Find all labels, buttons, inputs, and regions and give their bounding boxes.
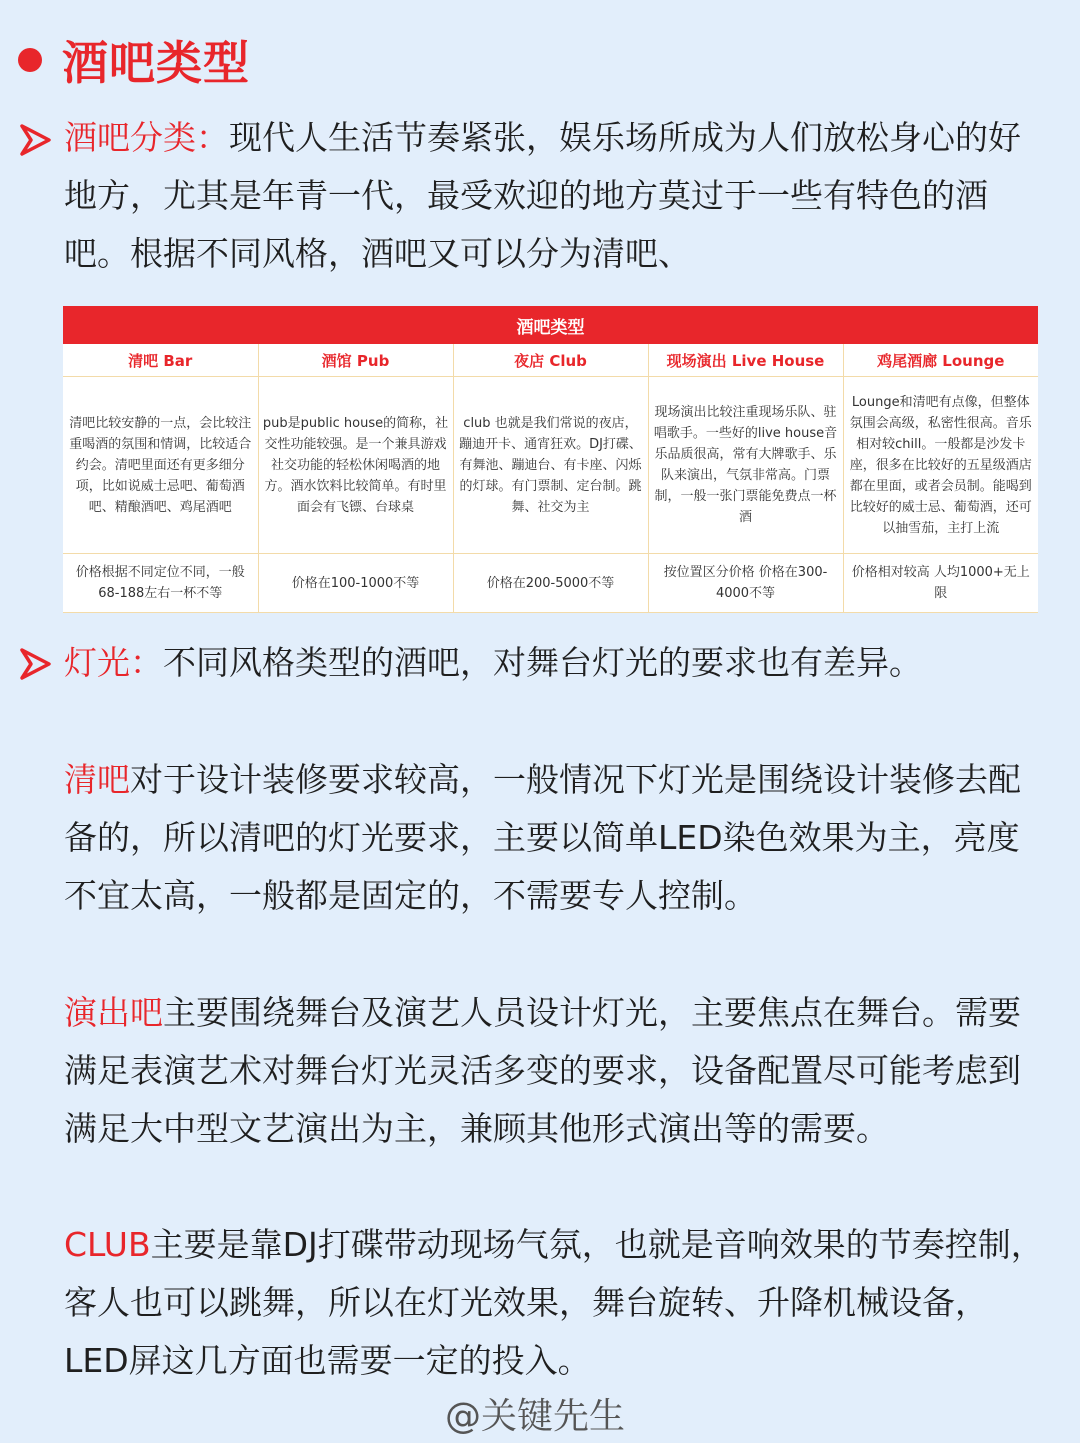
table-cell: pub是public house的简称，社交性功能较强。是一个兼具游戏社交功能的轻松休闲喝酒的地方。酒水饮料比较简单。有时里面会有飞镖、台球桌 xyxy=(258,377,453,554)
section-text: 不同风格类型的酒吧，对舞台灯光的要求也有差异。 xyxy=(163,643,922,682)
section-label: 酒吧分类： xyxy=(64,118,229,157)
paragraph-text: 主要是靠DJ打碟带动现场气氛，也就是音响效果的节奏控制，客人也可以跳舞，所以在灯光效果，舞台旋转、升降机械设备，LED屏这几方面也需要一定的投入。 xyxy=(64,1225,1044,1380)
table-cell: 按位置区分价格 价格在300-4000不等 xyxy=(648,554,843,613)
column-header: 鸡尾酒廊 Lounge xyxy=(843,344,1038,377)
paragraph-text: 主要围绕舞台及演艺人员设计灯光，主要焦点在舞台。需要满足表演艺术对舞台灯光灵活多变的要求，设备配置尽可能考虑到满足大中型文艺演出为主，兼顾其他形式演出等的需要。 xyxy=(64,993,1021,1148)
table-cell: club 也就是我们常说的夜店，蹦迪开卡、通宵狂欢。DJ打碟、有舞池、蹦迪台、有卡座、闪烁的灯球。有门票制、定台制。跳舞、社交为主 xyxy=(453,377,648,554)
table-cell: 价格在200-5000不等 xyxy=(453,554,648,613)
paragraph-yanchu xyxy=(64,984,1044,1158)
column-header: 夜店 Club xyxy=(453,344,648,377)
paragraph-label: 清吧 xyxy=(64,760,130,799)
column-header: 清吧 Bar xyxy=(63,344,258,377)
table-cell: 清吧比较安静的一点，会比较注重喝酒的氛围和情调，比较适合约会。清吧里面还有更多细分项，比如说威士忌吧、葡萄酒吧、精酿酒吧、鸡尾酒吧 xyxy=(63,377,258,554)
table-cell: 价格相对较高 人均1000+无上限 xyxy=(843,554,1038,613)
watermark: @关键先生 xyxy=(445,1396,626,1437)
arrow-right-icon xyxy=(18,123,52,157)
paragraph-label: 演出吧 xyxy=(64,993,163,1032)
paragraph-club xyxy=(64,1216,1044,1390)
arrow-right-icon xyxy=(18,647,52,681)
bar-types-table xyxy=(63,306,1038,612)
table-cell: Lounge和清吧有点像，但整体氛围会高级，私密性很高。音乐相对较chill。一般都是沙发卡座，很多在比较好的五星级酒店都在里面，或者会员制。能喝到比较好的威士忌、葡萄酒，还可以抽雪茄，主打上流 xyxy=(843,377,1038,554)
page-title: 酒吧类型 xyxy=(62,36,250,90)
column-header: 酒馆 Pub xyxy=(258,344,453,377)
section-classification xyxy=(64,109,1044,283)
section-text: 现代人生活节奏紧张，娱乐场所成为人们放松身心的好地方，尤其是年青一代，最受欢迎的地方莫过于一些有特色的酒吧。根据不同风格，酒吧又可以分为清吧、 xyxy=(64,118,1021,273)
bullet-icon xyxy=(18,48,42,72)
table-cell: 价格在100-1000不等 xyxy=(258,554,453,613)
paragraph-qingba xyxy=(64,751,1044,925)
column-header: 现场演出 Live House xyxy=(648,344,843,377)
paragraph-text: 对于设计装修要求较高，一般情况下灯光是围绕设计装修去配备的，所以清吧的灯光要求，主要以简单LED染色效果为主，亮度不宜太高，一般都是固定的，不需要专人控制。 xyxy=(64,760,1021,915)
paragraph-label: CLUB xyxy=(64,1225,151,1264)
table-cell: 价格根据不同定位不同，一般68-188左右一杯不等 xyxy=(63,554,258,613)
table-cell: 现场演出比较注重现场乐队、驻唱歌手。一些好的live house音乐品质很高，常有大牌歌手、乐队来演出，气氛非常高。门票制，一般一张门票能免费点一杯酒 xyxy=(648,377,843,554)
table-header: 酒吧类型 xyxy=(63,306,1038,344)
section-lighting xyxy=(64,634,1044,692)
title-row xyxy=(18,28,250,92)
section-label: 灯光： xyxy=(64,643,163,682)
